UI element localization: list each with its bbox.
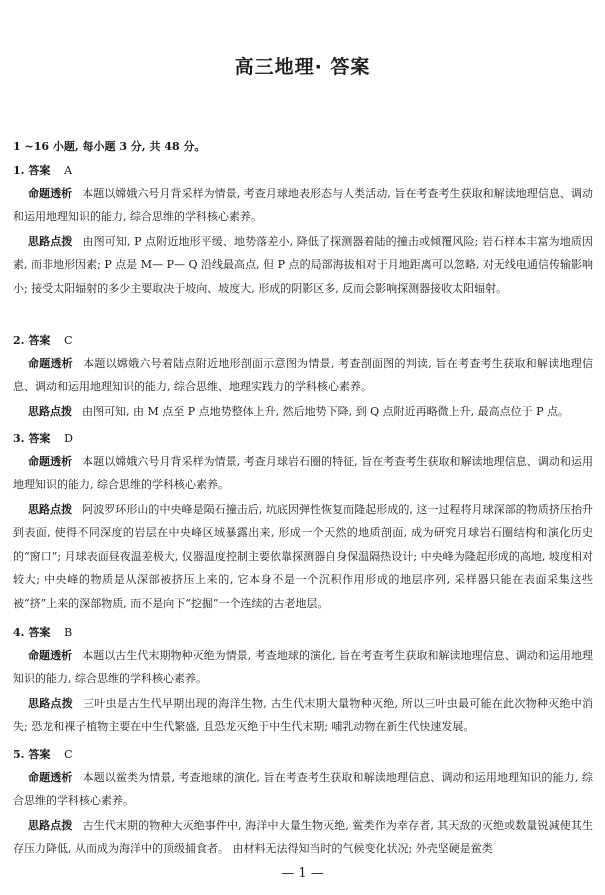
tips-text: 阿波罗环形山的中央峰是陨石撞击后, 坑底因弹性恢复而隆起形成的, 这一过程将月球深部的物质挤压抬升到表面, 使得不同深度的岩层在中央峰区域暴露出来, 形成一个天然的地质剖面, 成为研究月球岩石圈结构和演化历史的“窗口”; 月球表面昼夜温差极大, 仪器温度控制主要依靠探测器自身保温隔热设计; 中央峰为隆起形成的高地, 坡度相对较大; 中央峰的物质是从深部被挤压上来的, 它本身不是一个沉积作用形成的地层序列, 采样器只能在表面采集这些被“挤”上来的深部物质, 而不是向下“挖掘”一个连续的古老地层。 <box>13 503 594 610</box>
question-2-tips <box>13 400 593 423</box>
tips-label: 思路点拨 <box>28 235 73 248</box>
question-4-analysis <box>13 644 593 691</box>
question-number: 4. <box>13 626 25 639</box>
analysis-text: 本题以嫦娥六号着陆点附近地形剖面示意图为情景, 考查剖面图的判读, 旨在考查考生获取和解读地理信息、调动和运用地理知识的能力, 综合思维、地理实践力的学科核心素养。 <box>13 357 593 394</box>
scoring-summary: 1 ~16 小题, 每小题 3 分, 共 48 分。 <box>13 140 206 153</box>
analysis-label: 命题透析 <box>28 187 73 200</box>
page-title: 高三地理· 答案 <box>234 56 371 78</box>
question-number: 5. <box>13 748 25 761</box>
question-3-tips <box>13 498 593 615</box>
question-2-answer-line <box>13 332 73 348</box>
tips-label: 思路点拨 <box>28 503 73 516</box>
question-number: 1. <box>13 164 25 177</box>
answer-label: 答案 <box>28 334 51 347</box>
answer-label: 答案 <box>28 748 51 761</box>
question-1-analysis <box>13 182 593 229</box>
tips-text: 古生代末期的物种大灭绝事件中, 海洋中大量生物灭绝, 鲎类作为幸存者, 其天敌的灭绝或数量锐减使其生存压力降低, 从而成为海洋中的顶级捕食者。 由材料无法得知当时的气候变化状况; 外壳坚硬是鲎类 <box>13 819 593 856</box>
analysis-label: 命题透析 <box>28 649 73 662</box>
answer-value: A <box>64 164 73 177</box>
question-4-answer-line <box>13 624 72 640</box>
question-1-tips <box>13 230 593 300</box>
answer-label: 答案 <box>28 164 51 177</box>
question-5-analysis <box>13 766 593 813</box>
question-number: 2. <box>13 334 25 347</box>
question-2-analysis <box>13 352 593 399</box>
answer-value: B <box>64 626 73 639</box>
question-4-tips <box>13 692 593 739</box>
analysis-label: 命题透析 <box>28 771 73 784</box>
tips-text: 三叶虫是古生代早期出现的海洋生物, 古生代末期大量物种灭绝, 所以三叶虫最可能在此次物种灭绝中消失; 恐龙和裸子植物主要在中生代繁盛, 且恐龙灭绝于中生代末期; 哺乳动物在新生代快速发展。 <box>13 697 593 734</box>
tips-label: 思路点拨 <box>28 697 74 710</box>
analysis-text: 本题以嫦娥六号月背采样为情景, 考查月球岩石圈的特征, 旨在考查考生获取和解读地理信息、调动和运用地理知识的能力, 综合思维的学科核心素养。 <box>13 455 594 492</box>
question-5-tips <box>13 814 593 861</box>
answer-label: 答案 <box>28 626 51 639</box>
question-3-analysis <box>13 450 593 497</box>
question-1-answer-line <box>13 162 72 178</box>
tips-text: 由图可知, P 点附近地形平缓、地势落差小, 降低了探测器着陆的撞击或倾覆风险; 岩石样本丰富为地质因素, 而非地形因素; P 点是 M— P— Q 沿线最高点, 但 P 点的局部海拔相对于月地距离可以忽略, 对无线电通信传输影响小; 接受太阳辐射的多少主要取决于坡向、坡度大, 形成的阴影区多, 反而会影响探测器接收太阳辐射。 <box>13 235 594 295</box>
analysis-text: 本题以古生代末期物种灭绝为情景, 考查地球的演化, 旨在考查考生获取和解读地理信息、调动和运用地理知识的能力, 综合思维的学科核心素养。 <box>13 649 594 686</box>
question-5-answer-line <box>13 746 73 762</box>
analysis-label: 命题透析 <box>28 455 73 468</box>
question-3-answer-line <box>13 430 73 446</box>
analysis-text: 本题以嫦娥六号月背采样为情景, 考查月球地表形态与人类活动, 旨在考查考生获取和解读地理信息、调动和运用地理知识的能力, 综合思维的学科核心素养。 <box>13 187 594 224</box>
tips-text: 由图可知, 由 M 点至 P 点地势整体上升, 然后地势下降, 到 Q 点附近再略微上升, 最高点位于 P 点。 <box>82 405 570 418</box>
answer-value: D <box>64 432 73 445</box>
question-number: 3. <box>13 432 25 445</box>
answer-value: C <box>64 748 73 761</box>
tips-label: 思路点拨 <box>28 819 73 832</box>
answer-value: C <box>64 334 73 347</box>
answer-label: 答案 <box>28 432 51 445</box>
analysis-text: 本题以鲎类为情景, 考查地球的演化, 旨在考查考生获取和解读地理信息、调动和运用地理知识的能力, 综合思维的学科核心素养。 <box>13 771 593 808</box>
page-number: — 1 — <box>281 866 324 881</box>
analysis-label: 命题透析 <box>28 357 74 370</box>
tips-label: 思路点拨 <box>28 405 72 418</box>
